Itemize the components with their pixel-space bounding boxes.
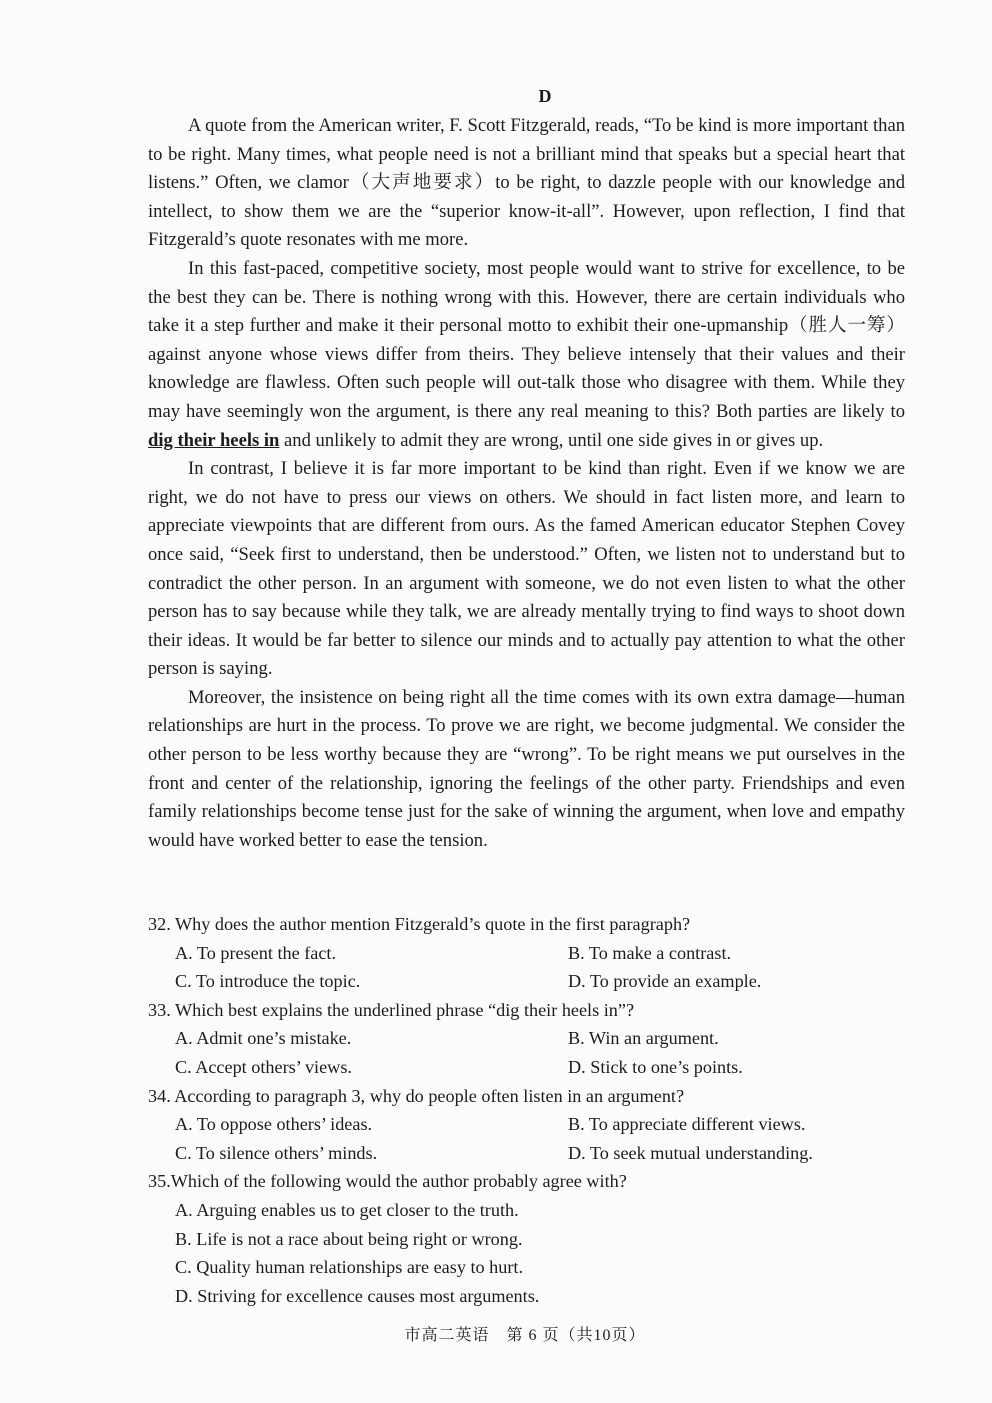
question-35-stem: 35.Which of the following would the author probably agree with? bbox=[148, 1171, 627, 1192]
question-32 bbox=[148, 910, 905, 996]
page-footer: 市高二英语 第 6 页（共10页） bbox=[404, 1327, 646, 1344]
question-list bbox=[148, 910, 905, 1310]
question-33-stem: 33. Which best explains the underlined phrase “dig their heels in”? bbox=[148, 999, 635, 1020]
question-35 bbox=[148, 1167, 905, 1310]
question-34-option-c: C. To silence others’ minds. bbox=[175, 1142, 378, 1163]
question-33 bbox=[148, 996, 905, 1082]
question-35-option-c: C. Quality human relationships are easy to hurt. bbox=[175, 1257, 524, 1278]
question-34-option-b: B. To appreciate different views. bbox=[568, 1114, 806, 1135]
question-33-option-c: C. Accept others’ views. bbox=[175, 1056, 352, 1077]
paragraph-3: In contrast, I believe it is far more important to be kind than right. Even if we know we are right, we do not have to press our views on others. We should in fact listen more, and learn to appreciate viewpoints that are different from ours. As the famed American educator Stephen Covey once said, “Seek first to understand, then be understood.” Often, we listen not to understand but to contradict the other person. In an argument with someone, we do not even listen to what the other person has to say because while they talk, we are already mentally trying to find ways to shoot down their ideas. It would be far better to silence our minds and to actually pay attention to what the other person is saying. bbox=[148, 458, 905, 680]
paragraph-1: A quote from the American writer, F. Scott Fitzgerald, reads, “To be kind is more important than to be right. Many times, what people need is not a brilliant mind that speaks but a special heart that listens.” Often, we clamor（大声地要求）to be right, to dazzle people with our knowledge and intellect, to show them we are the “superior know-it-all”. However, upon reflection, I find that Fitzgerald’s quote resonates with me more. bbox=[148, 115, 905, 251]
paragraph-2-text-before: In this fast-paced, competitive society, most people would want to strive for excellence, to be the best they can be. There is nothing wrong with this. However, there are certain individuals who take it a step further and make it their personal motto to exhibit their one-upmanship（胜人一筹）against anyone whose views differ from theirs. They believe intensely that their values and their knowledge are flawless. Often such people will out-talk those who disagree with them. While they may have seemingly won the argument, is there any real meaning to this? Both parties are likely to bbox=[148, 257, 905, 422]
reading-passage bbox=[148, 112, 905, 855]
question-32-option-b: B. To make a contrast. bbox=[568, 942, 732, 963]
question-35-option-b: B. Life is not a race about being right or wrong. bbox=[175, 1228, 523, 1249]
section-letter: D bbox=[538, 86, 552, 106]
question-33-option-a: A. Admit one’s mistake. bbox=[175, 1028, 352, 1049]
option-row bbox=[148, 1053, 905, 1082]
question-34-option-a: A. To oppose others’ ideas. bbox=[175, 1114, 373, 1135]
option-row bbox=[148, 1139, 905, 1168]
question-35-option-a: A. Arguing enables us to get closer to the truth. bbox=[175, 1199, 519, 1220]
underlined-phrase: dig their heels in bbox=[148, 429, 280, 451]
question-32-option-a: A. To present the fact. bbox=[175, 942, 337, 963]
option-row bbox=[148, 939, 905, 968]
option-row bbox=[148, 967, 905, 996]
paragraph-4: Moreover, the insistence on being right all the time comes with its own extra damage—human relationships are hurt in the process. To prove we are right, we become judgmental. We consider the other person to be less worthy because they are “wrong”. To be right means we put ourselves in the front and center of the relationship, ignoring the feelings of the other party. Friendships and even family relationships become tense just for the sake of winning the argument, when love and empathy would have worked better to ease the tension. bbox=[148, 686, 905, 851]
option-row bbox=[148, 1110, 905, 1139]
paragraph-2 bbox=[148, 255, 905, 455]
paragraph-2-text-after: and unlikely to admit they are wrong, until one side gives in or gives up. bbox=[279, 429, 824, 451]
question-32-option-c: C. To introduce the topic. bbox=[175, 971, 361, 992]
question-32-stem: 32. Why does the author mention Fitzgerald’s quote in the first paragraph? bbox=[148, 914, 691, 934]
question-35-option-d: D. Striving for excellence causes most arguments. bbox=[175, 1285, 540, 1306]
question-34-option-d: D. To seek mutual understanding. bbox=[568, 1142, 813, 1163]
option-row bbox=[148, 1024, 905, 1053]
question-33-option-d: D. Stick to one’s points. bbox=[568, 1056, 743, 1077]
question-33-option-b: B. Win an argument. bbox=[568, 1028, 719, 1049]
question-32-option-d: D. To provide an example. bbox=[568, 971, 762, 992]
question-34-stem: 34. According to paragraph 3, why do people often listen in an argument? bbox=[148, 1085, 685, 1106]
question-34 bbox=[148, 1082, 905, 1168]
